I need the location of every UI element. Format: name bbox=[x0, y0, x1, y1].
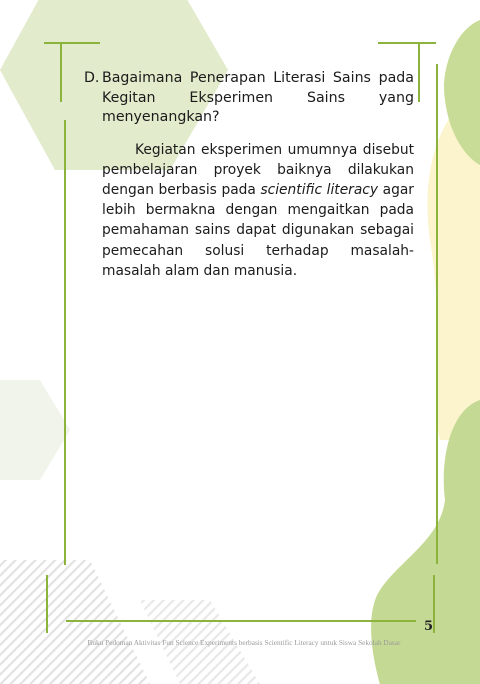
body-text-end: agar lebih bermakna dengan mengaitkan pada pemahaman sains dapat digunakan sebagai pemecahan solusi terhadap masalah-masalah alam dan manusia. bbox=[102, 181, 414, 279]
frame-top-left-vertical bbox=[60, 42, 62, 102]
page-content bbox=[84, 69, 414, 295]
frame-left-vertical bbox=[64, 120, 66, 565]
page-number: 5 bbox=[424, 619, 434, 634]
hexagon-left-faint bbox=[0, 380, 70, 480]
frame-right-vertical bbox=[436, 64, 438, 564]
frame-bottom-left-vertical bbox=[46, 575, 48, 633]
frame-top-right-vertical bbox=[418, 42, 420, 102]
frame-bottom-horizontal bbox=[66, 620, 416, 622]
section-heading bbox=[84, 69, 414, 128]
body-italic-term: scientific literacy bbox=[260, 181, 379, 198]
body-text-start: Kegiatan eksperimen umumnya disebut pembelajaran proyek baiknya dilakukan dengan berbasis pada bbox=[102, 141, 414, 198]
frame-bottom-right-vertical bbox=[433, 575, 435, 633]
stripe-band bbox=[0, 560, 150, 684]
section-letter: D. bbox=[84, 70, 100, 86]
section-title: Bagaimana Penerapan Literasi Sains pada Kegitan Eksperimen Sains yang menyenangkan? bbox=[102, 70, 414, 125]
body-paragraph bbox=[84, 140, 414, 281]
footer-book-title: Buku Pedoman Aktivitas Fun Science Experiments berbasis Scientific Literacy untuk Siswa Sekolah Dasar bbox=[87, 638, 401, 647]
frame-top-left-horizontal bbox=[44, 42, 100, 44]
frame-top-right-horizontal bbox=[378, 42, 436, 44]
